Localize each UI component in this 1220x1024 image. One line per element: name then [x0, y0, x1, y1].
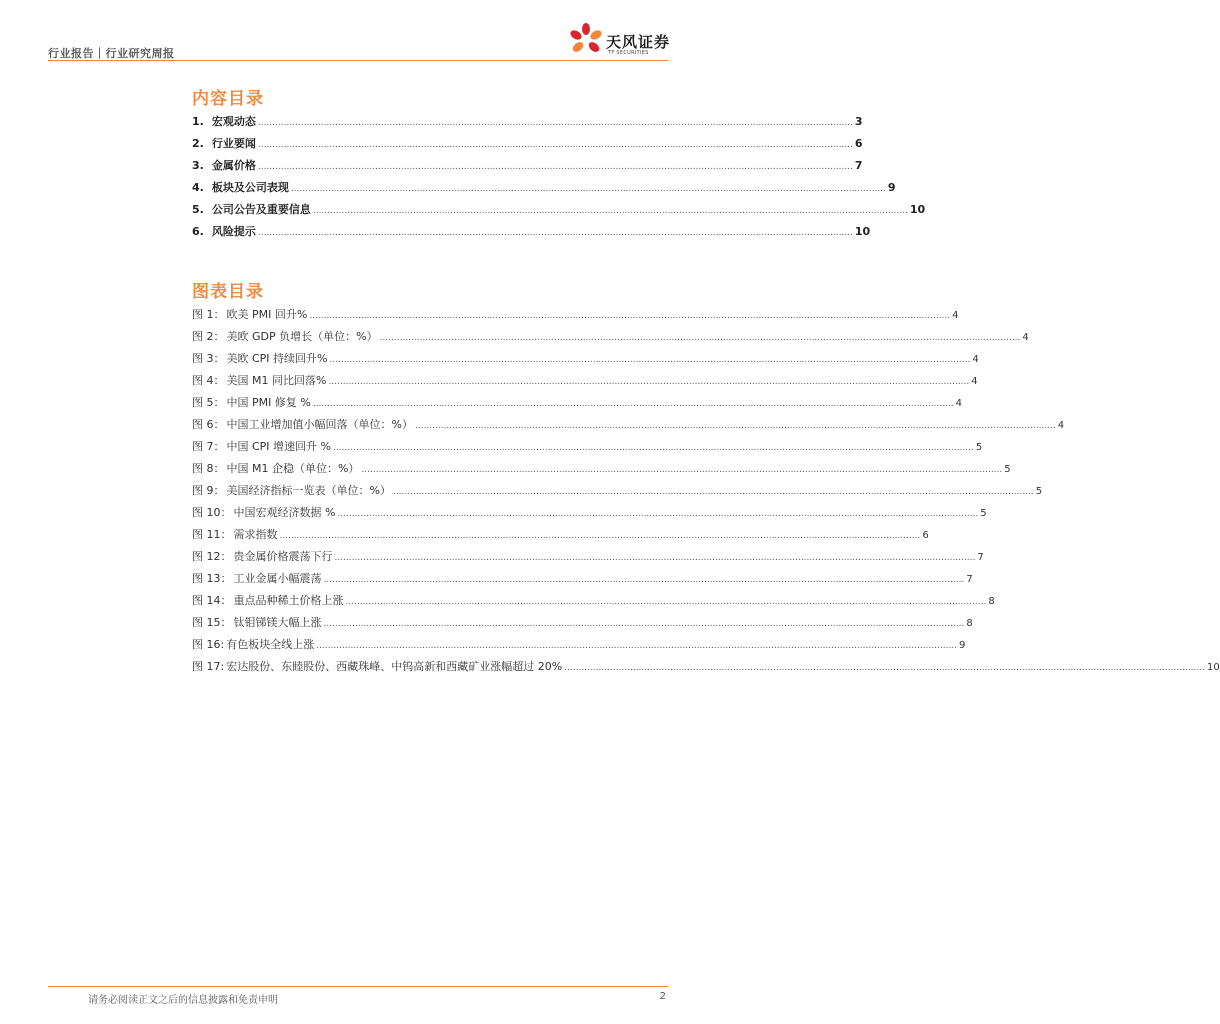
toc-item-page: 7 [854, 159, 863, 172]
figure-item-label: 有色板块全线上涨 [226, 638, 315, 651]
figure-item-page: 4 [1057, 420, 1065, 431]
dot-leader: ................................................................................................................................................................................................................................ [337, 509, 979, 519]
toc-item-label: 风险提示 [211, 225, 256, 238]
toc-title: 内容目录 [192, 89, 264, 109]
toc-item[interactable] [192, 223, 871, 239]
company-logo [566, 20, 676, 60]
figure-item-label: 中国宏观经济数据 % [233, 506, 336, 519]
dot-leader: ................................................................................................................................................................................................................................ [361, 465, 1003, 475]
dot-leader: ................................................................................................................................................................................................................................ [323, 619, 965, 629]
figure-item-label: 工业金属小幅震荡 [233, 572, 322, 585]
dot-leader: ................................................................................................................................................................................................................................ [329, 355, 971, 365]
dot-leader: ................................................................................................................................................................................................................ [312, 206, 908, 216]
figure-item[interactable] [192, 614, 973, 630]
dot-leader: ................................................................................................................................................................................................................ [257, 140, 853, 150]
figure-item-number: 图 15： [192, 616, 232, 629]
figure-item-label: 贵金属价格震荡下行 [233, 550, 333, 563]
figure-item-label: 重点品种稀土价格上涨 [233, 594, 344, 607]
figure-item-label: 中国 M1 企稳（单位：%） [226, 462, 360, 475]
figure-item-page: 4 [955, 398, 963, 409]
figure-item-page: 4 [972, 354, 979, 365]
logo-subtitle: TF SECURITIES [608, 50, 649, 56]
figure-item[interactable] [192, 526, 929, 542]
figure-item-label: 中国工业增加值小幅回落（单位：%） [226, 418, 413, 431]
figure-item[interactable] [192, 460, 1011, 476]
dot-leader: ................................................................................................................................................................................................................................ [328, 377, 970, 387]
dot-leader: ................................................................................................................................................................................................................................ [309, 311, 951, 321]
figure-item[interactable] [192, 658, 1220, 674]
figure-item-label: 美国 M1 同比回落% [226, 374, 327, 387]
figure-item[interactable] [192, 306, 959, 322]
flower-logo-icon [566, 20, 606, 60]
figure-item-page: 4 [971, 376, 978, 387]
dot-leader: ................................................................................................................................................................................................................................ [392, 487, 1034, 497]
dot-leader: ................................................................................................................................................................................................................ [290, 184, 886, 194]
toc-item-number: 6. [192, 225, 204, 238]
figure-item-label: 需求指数 [233, 528, 278, 541]
figure-item[interactable] [192, 482, 1043, 498]
figure-item-page: 8 [966, 618, 973, 629]
dot-leader: ................................................................................................................................................................................................................................ [312, 399, 954, 409]
header-divider [48, 60, 668, 61]
figure-item[interactable] [192, 636, 966, 652]
toc-item-label: 宏观动态 [211, 115, 256, 128]
toc-item[interactable] [192, 201, 926, 217]
figure-item-page: 7 [977, 552, 984, 563]
header-breadcrumb: 行业报告｜行业研究周报 [48, 47, 175, 60]
toc-item[interactable] [192, 135, 863, 151]
toc-item-number: 4. [192, 181, 204, 194]
dot-leader: ................................................................................................................................................................................................................................ [379, 333, 1021, 343]
figure-item-page: 5 [1035, 486, 1043, 497]
dot-leader: ................................................................................................................................................................................................................ [257, 228, 853, 238]
toc-item[interactable] [192, 157, 863, 173]
toc-item[interactable] [192, 179, 896, 195]
toc-item-page: 9 [887, 181, 896, 194]
dot-leader: ................................................................................................................................................................................................................................ [334, 553, 976, 563]
figure-item-number: 图 10： [192, 506, 232, 519]
figure-item-page: 9 [959, 640, 966, 651]
toc-item-label: 公司公告及重要信息 [211, 203, 311, 216]
figure-item-label: 美国经济指标一览表（单位：%） [226, 484, 391, 497]
figure-item-label: 钛钼锑镁大幅上涨 [233, 616, 322, 629]
figure-item-number: 图 1： [192, 308, 225, 321]
dot-leader: ................................................................................................................................................................................................................................ [345, 597, 987, 607]
figure-item[interactable] [192, 592, 995, 608]
toc-item-page: 3 [854, 115, 863, 128]
figure-item-number: 图 4： [192, 374, 225, 387]
figure-item[interactable] [192, 570, 973, 586]
figure-item[interactable] [192, 350, 979, 366]
figures-title: 图表目录 [192, 282, 264, 302]
figure-item-label: 中国 PMI 修复 % [226, 396, 311, 409]
dot-leader: ................................................................................................................................................................................................................................ [279, 531, 921, 541]
dot-leader: ................................................................................................................................................................................................................................ [414, 421, 1056, 431]
figure-item-number: 图 5： [192, 396, 225, 409]
figure-item-number: 图 13： [192, 572, 232, 585]
toc-item-number: 2. [192, 137, 204, 150]
dot-leader: ................................................................................................................................................................................................................................ [333, 443, 974, 453]
toc-item-page: 10 [909, 203, 926, 216]
figure-item[interactable] [192, 394, 963, 410]
figure-item-number: 图 17: [192, 660, 225, 673]
figure-item-number: 图 3： [192, 352, 225, 365]
figure-item-page: 6 [922, 530, 929, 541]
figure-item-number: 图 6： [192, 418, 225, 431]
footer-divider [48, 986, 668, 987]
figure-item-number: 图 12： [192, 550, 232, 563]
figure-item-label: 美欧 CPI 持续回升% [226, 352, 328, 365]
figure-item[interactable] [192, 372, 978, 388]
dot-leader: ................................................................................................................................................................................................................................ [323, 575, 965, 585]
figure-item-page: 5 [975, 442, 983, 453]
figure-item-number: 图 7： [192, 440, 225, 453]
figure-item-page: 8 [988, 596, 995, 607]
figure-item[interactable] [192, 438, 983, 454]
figure-item[interactable] [192, 416, 1065, 432]
figure-item-page: 4 [1022, 332, 1029, 343]
dot-leader: ................................................................................................................................................................................................................ [257, 118, 853, 128]
toc-item-label: 行业要闻 [211, 137, 256, 150]
figure-item-number: 图 2： [192, 330, 225, 343]
figure-item-page: 5 [1004, 464, 1011, 475]
figure-item[interactable] [192, 504, 987, 520]
dot-leader: ................................................................................................................................................................................................................................ [316, 641, 958, 651]
toc-item[interactable] [192, 113, 863, 129]
figure-item-number: 图 8： [192, 462, 225, 475]
toc-item-number: 3. [192, 159, 204, 172]
figure-item-label: 欧美 PMI 回升% [226, 308, 308, 321]
toc-item-label: 板块及公司表现 [211, 181, 289, 194]
figure-item-page: 4 [952, 310, 959, 321]
toc-item-label: 金属价格 [211, 159, 256, 172]
figure-item[interactable] [192, 328, 1029, 344]
figure-item-number: 图 16: [192, 638, 225, 651]
logo-name: 天风证券 [606, 33, 671, 51]
footer-page-number: 2 [659, 991, 666, 1002]
figure-item-number: 图 9： [192, 484, 225, 497]
figure-item-page: 10 [1206, 662, 1220, 673]
dot-leader: ................................................................................................................................................................................................................ [257, 162, 853, 172]
figure-item-label: 美欧 GDP 负增长（单位：%） [226, 330, 378, 343]
dot-leader: ................................................................................................................................................................................................................................ [564, 663, 1205, 673]
figure-item-page: 7 [966, 574, 973, 585]
figure-item-number: 图 14： [192, 594, 232, 607]
figure-item-label: 中国 CPI 增速回升 % [226, 440, 331, 453]
footer-disclaimer: 请务必阅读正文之后的信息披露和免责申明 [88, 995, 278, 1006]
toc-item-page: 10 [854, 225, 871, 238]
figure-item-page: 5 [980, 508, 987, 519]
toc-item-page: 6 [854, 137, 863, 150]
figure-item[interactable] [192, 548, 984, 564]
toc-item-number: 1. [192, 115, 204, 128]
figure-item-number: 图 11： [192, 528, 232, 541]
figure-item-label: 宏达股份、东睦股份、西藏珠峰、中钨高新和西藏矿业涨幅超过 20% [226, 660, 563, 673]
toc-item-number: 5. [192, 203, 204, 216]
